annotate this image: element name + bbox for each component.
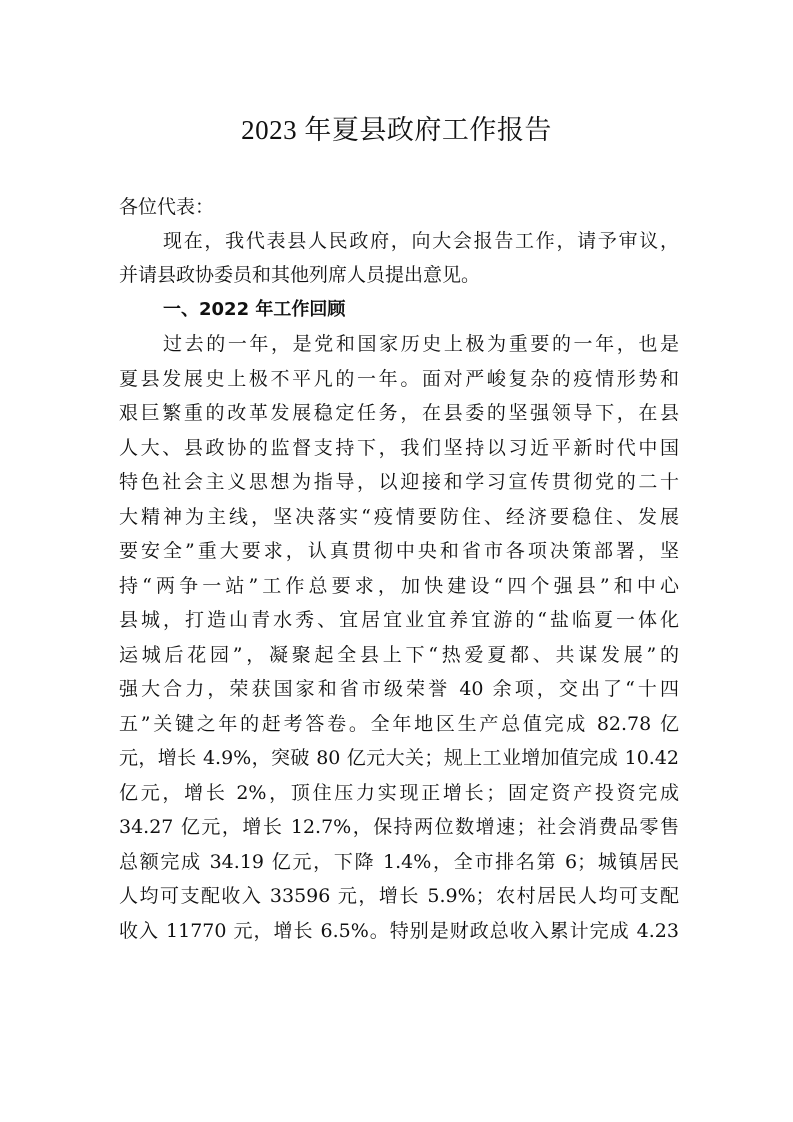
paragraph-line: 运城后花园”，凝聚起全县上下“热爱夏都、共谋发展”的 [119, 644, 679, 666]
section-heading: 一、2022 年工作回顾 [163, 299, 346, 320]
paragraph-line: 县城，打造山青水秀、宜居宜业宜养宜游的“盐临夏一体化 [119, 609, 679, 631]
paragraph-line: 34.27 亿元，增长 12.7%，保持两位数增速；社会消费品零售 [119, 816, 679, 838]
paragraph-line: 收入 11770 元，增长 6.5%。特别是财政总收入累计完成 4.23 [119, 920, 679, 942]
paragraph-line: 夏县发展史上极不平凡的一年。面对严峻复杂的疫情形势和 [119, 368, 679, 390]
paragraph-line: 大精神为主线，坚决落实“疫情要防住、经济要稳住、发展 [119, 506, 679, 528]
paragraph-line: 人大、县政协的监督支持下，我们坚持以习近平新时代中国 [119, 437, 679, 459]
paragraph-line: 过去的一年，是党和国家历史上极为重要的一年，也是 [163, 333, 679, 355]
paragraph-line: 强大合力，荣获国家和省市级荣誉 40 余项，交出了“十四 [119, 678, 679, 700]
paragraph-line: 要安全”重大要求，认真贯彻中央和省市各项决策部署，坚 [119, 540, 679, 562]
paragraph-line: 现在，我代表县人民政府，向大会报告工作，请予审议， [163, 230, 679, 252]
paragraph-line: 总额完成 34.19 亿元，下降 1.4%，全市排名第 6；城镇居民 [119, 851, 679, 873]
paragraph-line: 特色社会主义思想为指导，以迎接和学习宣传贯彻党的二十 [119, 471, 679, 493]
paragraph-line: 并请县政协委员和其他列席人员提出意见。 [119, 264, 481, 286]
paragraph-line: 元，增长 4.9%，突破 80 亿元大关；规上工业增加值完成 10.42 [119, 747, 679, 769]
salutation: 各位代表： [119, 196, 215, 218]
paragraph-line: 亿元，增长 2%，顶住压力实现正增长；固定资产投资完成 [119, 782, 679, 804]
document-title: 2023 年夏县政府工作报告 [241, 115, 552, 145]
paragraph-line: 人均可支配收入 33596 元，增长 5.9%；农村居民人均可支配 [119, 885, 679, 907]
paragraph-line: 持“两争一站”工作总要求，加快建设“四个强县”和中心 [119, 575, 679, 597]
paragraph-line: 艰巨繁重的改革发展稳定任务，在县委的坚强领导下，在县 [119, 402, 679, 424]
paragraph-line: 五”关键之年的赶考答卷。全年地区生产总值完成 82.78 亿 [119, 713, 679, 735]
